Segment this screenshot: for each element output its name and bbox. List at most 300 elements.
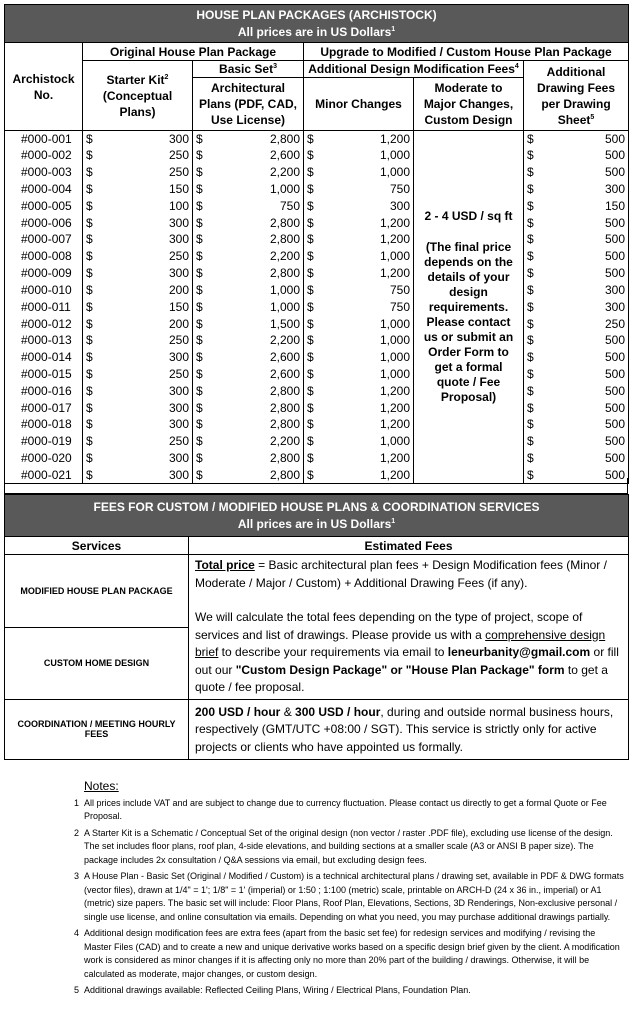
service-modified: MODIFIED HOUSE PLAN PACKAGE	[5, 555, 189, 628]
basic-set-price	[193, 332, 304, 349]
drawing-fee-price-value: 500	[604, 434, 626, 449]
drawing-fee-price-value: 300	[604, 181, 626, 196]
table-row	[5, 164, 629, 181]
currency-symbol: $	[307, 249, 314, 264]
basic-set-price	[193, 450, 304, 467]
drawing-fee-price-value: 500	[604, 367, 626, 381]
currency-symbol: $	[196, 400, 203, 415]
drawing-fee-price-value: 300	[604, 299, 626, 314]
note-number: 1	[74, 797, 80, 808]
starter-kit-price-value: 100	[168, 198, 189, 213]
starter-kit-price-value: 150	[168, 181, 189, 196]
service-coordination: COORDINATION / MEETING HOURLY FEES	[5, 699, 189, 759]
note-text: All prices include VAT and are subject to change due to currency fluctuation. Please contact us directly to get a formal Quote or Fee Proposal.	[84, 797, 607, 821]
starter-kit-price-value: 250	[168, 333, 189, 348]
currency-symbol: $	[307, 451, 314, 466]
currency-symbol: $	[86, 417, 93, 432]
basic-set-price	[193, 198, 304, 215]
currency-symbol: $	[196, 417, 203, 432]
starter-kit-price-value: 300	[168, 350, 189, 365]
starter-kit-price	[83, 450, 193, 467]
col-starter-kit: Starter Kit$^2$ (Conceptual Plans)	[83, 61, 193, 131]
currency-symbol: $	[307, 282, 314, 297]
currency-symbol: $	[86, 232, 93, 247]
col-moderate-changes: Moderate to Major Changes, Custom Design	[414, 78, 524, 131]
drawing-fee-price-value: 300	[604, 282, 626, 297]
drawing-fee-price-value: 150	[604, 198, 626, 213]
currency-symbol: $	[196, 266, 203, 281]
minor-changes-price-value: 1,000	[379, 350, 410, 365]
basic-set-price-value: 2,200	[269, 434, 300, 449]
currency-symbol: $	[86, 299, 93, 314]
currency-symbol: $	[196, 451, 203, 466]
starter-kit-price-value: 300	[168, 131, 189, 146]
note-number: 3	[74, 871, 80, 881]
currency-symbol: $	[196, 316, 203, 331]
minor-changes-price-value: 1,200	[379, 417, 410, 432]
basic-set-price-value: 2,800	[269, 467, 300, 482]
col-additional-fees: Additional Design Modification Fees$^4$	[304, 61, 524, 78]
minor-changes-price-value: 1,200	[379, 383, 410, 398]
plan-number: #000-005	[5, 198, 83, 215]
currency-symbol: $	[527, 148, 534, 163]
table-row	[5, 366, 629, 383]
starter-kit-price	[83, 181, 193, 198]
starter-kit-price-value: 250	[168, 148, 189, 163]
currency-symbol: $	[527, 383, 534, 398]
drawing-fee-price-value: 500	[604, 350, 626, 365]
note-number: 4	[74, 928, 80, 938]
col-basic-set: Basic Set$^3$	[193, 61, 304, 78]
note-text: A Starter Kit is a Schematic / Conceptual Set of the original design (non vector / raster .PDF file), excluding use license of the design. The set includes floor plans, roof plan, 4-side elevations, and building sections at a smaller scale (A3 or ANSI B paper size). The package includes 2x consultation / Q&A sessions via email, but excluding design fees.	[84, 827, 613, 865]
minor-changes-price	[304, 349, 414, 366]
drawing-fee-price	[524, 198, 629, 215]
drawing-fee-price-value: 500	[604, 148, 626, 163]
starter-kit-price	[83, 147, 193, 164]
currency-symbol: $	[307, 316, 314, 331]
minor-changes-price	[304, 332, 414, 349]
currency-symbol: $	[527, 165, 534, 180]
starter-kit-price	[83, 383, 193, 400]
drawing-fee-price	[524, 332, 629, 349]
table-row	[5, 417, 629, 434]
minor-changes-price	[304, 400, 414, 417]
minor-changes-price	[304, 299, 414, 316]
currency-symbol: $	[527, 266, 534, 281]
currency-symbol: $	[527, 400, 534, 415]
col-services: Services	[5, 537, 189, 555]
minor-changes-price-value: 1,000	[379, 434, 410, 449]
drawing-fee-price-value: 500	[604, 451, 626, 466]
drawing-fee-price	[524, 417, 629, 434]
table-row	[5, 349, 629, 366]
currency-symbol: $	[196, 131, 203, 146]
starter-kit-price	[83, 265, 193, 282]
custom-design-rate	[414, 131, 524, 484]
starter-kit-price-value: 300	[168, 451, 189, 466]
plan-number: #000-015	[5, 366, 83, 383]
drawing-fee-price-value: 500	[604, 266, 626, 281]
starter-kit-price-value: 300	[168, 417, 189, 432]
packages-subtitle: All prices are in US Dollars$^1$	[237, 24, 396, 39]
currency-symbol: $	[196, 467, 203, 482]
starter-kit-price	[83, 299, 193, 316]
starter-kit-price-value: 300	[168, 400, 189, 415]
services-table	[4, 494, 629, 760]
minor-changes-price	[304, 231, 414, 248]
currency-symbol: $	[86, 215, 93, 230]
minor-changes-price	[304, 248, 414, 265]
currency-symbol: $	[307, 400, 314, 415]
table-row	[5, 450, 629, 467]
currency-symbol: $	[527, 249, 534, 264]
drawing-fee-price	[524, 215, 629, 232]
currency-symbol: $	[196, 350, 203, 365]
currency-symbol: $	[307, 181, 314, 196]
basic-set-price-value: 2,800	[269, 400, 300, 415]
drawing-fee-price-value: 500	[604, 249, 626, 264]
basic-set-price-value: 2,200	[269, 333, 300, 348]
starter-kit-price-value: 300	[168, 383, 189, 398]
table-row	[5, 265, 629, 282]
currency-symbol: $	[196, 383, 203, 398]
basic-set-price-value: 1,000	[269, 299, 300, 314]
basic-set-price	[193, 349, 304, 366]
currency-symbol: $	[307, 215, 314, 230]
minor-changes-price	[304, 147, 414, 164]
currency-symbol: $	[86, 249, 93, 264]
plan-number: #000-021	[5, 467, 83, 484]
starter-kit-price	[83, 349, 193, 366]
col-drawing-fees: Additional Drawing Fees per Drawing Sheet$^5$	[524, 61, 629, 131]
currency-symbol: $	[86, 333, 93, 348]
minor-changes-price-value: 1,200	[379, 215, 410, 230]
minor-changes-price-value: 1,200	[379, 266, 410, 281]
minor-changes-price-value: 750	[389, 181, 410, 196]
note-text: Additional design modification fees are extra fees (apart from the basic set fee) for redesign services and modifying / revising the Master Files (CAD) and to create a new and unique derivative works based on a specific design brief given by the client. A modification work is considered as minor changes if it is affecting only no more than 20% part of the building / drawings. Otherwise, it will be calculated as moderate, major changes, or custom design.	[84, 928, 620, 979]
minor-changes-price-value: 1,000	[379, 367, 410, 381]
currency-symbol: $	[86, 165, 93, 180]
minor-changes-price	[304, 282, 414, 299]
minor-changes-price	[304, 181, 414, 198]
currency-symbol: $	[196, 215, 203, 230]
basic-set-price-value: 2,800	[269, 266, 300, 281]
table-row	[5, 181, 629, 198]
basic-set-price-value: 750	[279, 198, 300, 213]
drawing-fee-price	[524, 181, 629, 198]
col-archistock-no: Archistock No.	[5, 43, 83, 131]
table-row	[5, 198, 629, 215]
design-brief-link[interactable]: comprehensive design brief	[195, 627, 606, 659]
currency-symbol: $	[527, 198, 534, 213]
minor-changes-price-value: 1,000	[379, 316, 410, 331]
table-row	[5, 316, 629, 333]
currency-symbol: $	[86, 181, 93, 196]
drawing-fee-price	[524, 366, 629, 383]
basic-set-price	[193, 231, 304, 248]
drawing-fee-price	[524, 131, 629, 148]
drawing-fee-price	[524, 383, 629, 400]
minor-changes-price	[304, 164, 414, 181]
minor-changes-price-value: 300	[389, 198, 410, 213]
drawing-fee-price	[524, 248, 629, 265]
fees-description: Total price = Basic architectural plan fees + Design Modification fees (Minor / Moderate / Major / Custom) + Additional Drawing Fees (if any). We will calculate the total fees depending on the type of project, scope of services and list of drawings. Please provide us with a comprehensive design brief to describe your requirements via email to leneurbanity@gmail.com or fill out our "Custom Design Package" or "House Plan Package" form to get a quote / fee proposal.	[189, 555, 629, 700]
drawing-fee-price-value: 500	[604, 131, 626, 146]
table-row	[5, 400, 629, 417]
starter-kit-price-value: 250	[168, 165, 189, 180]
currency-symbol: $	[527, 181, 534, 196]
total-price-label: Total price	[195, 558, 255, 572]
drawing-fee-price	[524, 450, 629, 467]
note-item	[74, 927, 624, 981]
note-item	[74, 827, 624, 868]
house-plan-packages-table	[4, 4, 629, 484]
currency-symbol: $	[86, 367, 93, 381]
table-row	[5, 332, 629, 349]
basic-set-price-value: 2,200	[269, 249, 300, 264]
col-arch-plans: Architectural Plans (PDF, CAD, Use License)	[193, 78, 304, 131]
plan-number: #000-014	[5, 349, 83, 366]
note-item	[74, 984, 624, 998]
currency-symbol: $	[86, 400, 93, 415]
group-upgrade: Upgrade to Modified / Custom House Plan Package	[304, 43, 629, 61]
currency-symbol: $	[86, 383, 93, 398]
drawing-fee-price-value: 500	[604, 400, 626, 415]
starter-kit-price-value: 250	[168, 367, 189, 381]
drawing-fee-price	[524, 400, 629, 417]
drawing-fee-price	[524, 316, 629, 333]
plan-number: #000-003	[5, 164, 83, 181]
currency-symbol: $	[527, 232, 534, 247]
basic-set-price-value: 2,800	[269, 232, 300, 247]
minor-changes-price-value: 1,200	[379, 131, 410, 146]
currency-symbol: $	[307, 467, 314, 482]
coordination-fees: 200 USD / hour & 300 USD / hour, during and outside normal business hours, respectively (GMT/UTC +08:00 / SGT). This service is strictly only for active projects or clients who have appointed us formally.	[189, 699, 629, 759]
design-rate: 2 - 4 USD / sq ft	[424, 209, 513, 224]
packages-title: HOUSE PLAN PACKAGES (ARCHISTOCK)	[196, 7, 437, 22]
starter-kit-price	[83, 366, 193, 383]
table-row	[5, 299, 629, 316]
plan-number: #000-001	[5, 131, 83, 148]
basic-set-price	[193, 383, 304, 400]
currency-symbol: $	[196, 282, 203, 297]
minor-changes-price	[304, 433, 414, 450]
drawing-fee-price	[524, 433, 629, 450]
basic-set-price	[193, 181, 304, 198]
starter-kit-price	[83, 248, 193, 265]
currency-symbol: $	[86, 434, 93, 449]
basic-set-price-value: 2,600	[269, 148, 300, 163]
minor-changes-price-value: 1,200	[379, 467, 410, 482]
service-custom: CUSTOM HOME DESIGN	[5, 628, 189, 699]
plan-number: #000-013	[5, 332, 83, 349]
packages-banner	[5, 5, 629, 43]
minor-changes-price-value: 1,200	[379, 232, 410, 247]
minor-changes-price	[304, 215, 414, 232]
basic-set-price-value: 1,000	[269, 181, 300, 196]
minor-changes-price-value: 1,000	[379, 249, 410, 264]
minor-changes-price-value: 1,000	[379, 333, 410, 348]
currency-symbol: $	[196, 232, 203, 247]
currency-symbol: $	[196, 148, 203, 163]
drawing-fee-price-value: 500	[604, 417, 626, 432]
basic-set-price	[193, 164, 304, 181]
currency-symbol: $	[527, 417, 534, 432]
table-row	[5, 383, 629, 400]
plan-number: #000-011	[5, 299, 83, 316]
basic-set-price	[193, 417, 304, 434]
services-banner	[5, 495, 629, 537]
currency-symbol: $	[196, 165, 203, 180]
drawing-fee-price	[524, 349, 629, 366]
currency-symbol: $	[527, 467, 534, 482]
basic-set-price	[193, 299, 304, 316]
note-number: 2	[74, 827, 80, 838]
currency-symbol: $	[86, 266, 93, 281]
drawing-fee-price-value: 500	[604, 232, 626, 247]
starter-kit-price	[83, 433, 193, 450]
starter-kit-price-value: 200	[168, 282, 189, 297]
basic-set-price-value: 1,000	[269, 282, 300, 297]
basic-set-price	[193, 215, 304, 232]
currency-symbol: $	[196, 333, 203, 348]
drawing-fee-price	[524, 164, 629, 181]
contact-email[interactable]: leneurbanity@gmail.com	[447, 645, 591, 659]
plan-number: #000-012	[5, 316, 83, 333]
currency-symbol: $	[86, 451, 93, 466]
minor-changes-price	[304, 265, 414, 282]
basic-set-price-value: 2,800	[269, 215, 300, 230]
minor-changes-price-value: 1,000	[379, 165, 410, 180]
drawing-fee-price	[524, 299, 629, 316]
basic-set-price-value: 2,800	[269, 451, 300, 466]
currency-symbol: $	[307, 383, 314, 398]
basic-set-price	[193, 400, 304, 417]
currency-symbol: $	[307, 266, 314, 281]
drawing-fee-price-value: 500	[604, 165, 626, 180]
note-number: 5	[74, 985, 80, 995]
note-item	[74, 797, 624, 824]
currency-symbol: $	[527, 316, 534, 331]
plan-number: #000-008	[5, 248, 83, 265]
starter-kit-price-value: 300	[168, 266, 189, 281]
minor-changes-price	[304, 366, 414, 383]
minor-changes-price-value: 1,000	[379, 148, 410, 163]
currency-symbol: $	[307, 417, 314, 432]
table-spacer	[4, 478, 628, 494]
basic-set-price	[193, 265, 304, 282]
plan-number: #000-006	[5, 215, 83, 232]
table-row	[5, 248, 629, 265]
currency-symbol: $	[86, 198, 93, 213]
plan-number: #000-007	[5, 231, 83, 248]
drawing-fee-price-value: 500	[604, 383, 626, 398]
drawing-fee-price-value: 500	[604, 333, 626, 348]
drawing-fee-price	[524, 147, 629, 164]
starter-kit-price-value: 300	[168, 232, 189, 247]
plan-number: #000-017	[5, 400, 83, 417]
currency-symbol: $	[86, 467, 93, 482]
starter-kit-price	[83, 316, 193, 333]
currency-symbol: $	[307, 165, 314, 180]
basic-set-price	[193, 131, 304, 148]
drawing-fee-price	[524, 231, 629, 248]
plan-number: #000-018	[5, 417, 83, 434]
starter-kit-price	[83, 215, 193, 232]
table-row	[5, 147, 629, 164]
services-title: FEES FOR CUSTOM / MODIFIED HOUSE PLANS & COORDINATION SERVICES	[93, 499, 540, 514]
starter-kit-price	[83, 198, 193, 215]
plan-number: #000-002	[5, 147, 83, 164]
minor-changes-price-value: 1,200	[379, 451, 410, 466]
order-form-names: "Custom Design Package" or "House Plan Package" form	[235, 662, 565, 677]
starter-kit-price	[83, 282, 193, 299]
currency-symbol: $	[196, 198, 203, 213]
basic-set-price-value: 2,600	[269, 367, 300, 381]
basic-set-price	[193, 366, 304, 383]
starter-kit-price-value: 250	[168, 434, 189, 449]
currency-symbol: $	[86, 131, 93, 146]
currency-symbol: $	[307, 434, 314, 449]
minor-changes-price	[304, 383, 414, 400]
currency-symbol: $	[307, 131, 314, 146]
services-subtitle: All prices are in US Dollars$^1$	[237, 516, 396, 531]
minor-changes-price-value: 1,200	[379, 400, 410, 415]
basic-set-price	[193, 147, 304, 164]
drawing-fee-price-value: 250	[604, 316, 626, 331]
currency-symbol: $	[196, 434, 203, 449]
basic-set-price	[193, 282, 304, 299]
currency-symbol: $	[307, 148, 314, 163]
minor-changes-price	[304, 198, 414, 215]
minor-changes-price	[304, 417, 414, 434]
currency-symbol: $	[307, 198, 314, 213]
starter-kit-price	[83, 400, 193, 417]
table-row	[5, 131, 629, 148]
basic-set-price-value: 2,800	[269, 383, 300, 398]
currency-symbol: $	[527, 282, 534, 297]
currency-symbol: $	[86, 148, 93, 163]
table-row	[5, 282, 629, 299]
design-note: (The final price depends on the details of your design requirements. Please contact us or submit an Order Form to get a formal quote / Fee Proposal)	[423, 240, 514, 405]
note-text: Additional drawings available: Reflected Ceiling Plans, Wiring / Electrical Plans, Foundation Plan.	[84, 985, 471, 995]
currency-symbol: $	[527, 299, 534, 314]
drawing-fee-price	[524, 282, 629, 299]
starter-kit-price-value: 300	[168, 215, 189, 230]
currency-symbol: $	[307, 367, 314, 381]
basic-set-price-value: 2,200	[269, 165, 300, 180]
plan-number: #000-009	[5, 265, 83, 282]
basic-set-price-value: 1,500	[269, 316, 300, 331]
currency-symbol: $	[527, 451, 534, 466]
basic-set-price	[193, 316, 304, 333]
currency-symbol: $	[196, 367, 203, 381]
minor-changes-price	[304, 450, 414, 467]
plan-number: #000-016	[5, 383, 83, 400]
currency-symbol: $	[527, 333, 534, 348]
currency-symbol: $	[307, 299, 314, 314]
plan-number: #000-004	[5, 181, 83, 198]
starter-kit-price	[83, 164, 193, 181]
currency-symbol: $	[307, 350, 314, 365]
col-minor-changes: Minor Changes	[304, 78, 414, 131]
starter-kit-price-value: 300	[168, 467, 189, 482]
plan-number: #000-010	[5, 282, 83, 299]
drawing-fee-price-value: 500	[604, 215, 626, 230]
minor-changes-price	[304, 316, 414, 333]
minor-changes-price-value: 750	[389, 299, 410, 314]
currency-symbol: $	[527, 350, 534, 365]
